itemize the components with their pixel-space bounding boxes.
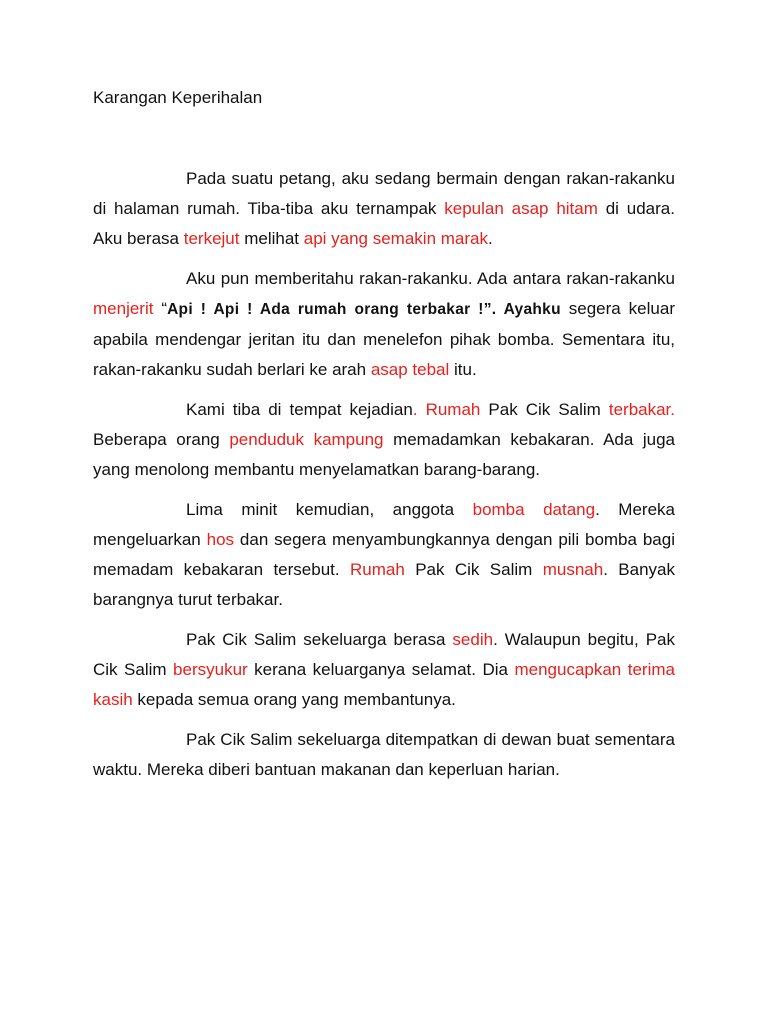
highlighted-phrase: hos — [206, 530, 235, 549]
essay-paragraph — [93, 164, 675, 254]
essay-paragraph — [93, 725, 675, 785]
highlighted-phrase: menjerit — [93, 299, 154, 318]
paragraph-text: Kami tiba di tempat kejadian — [186, 400, 413, 419]
paragraph-text: Lima minit kemudian, anggota — [186, 500, 473, 519]
paragraph-text: Pak Cik Salim — [480, 400, 609, 419]
paragraph-text: Pada suatu petang, aku sedang bermain dengan rakan-rakanku di halaman rumah. Tiba-tiba aku ternampak — [93, 169, 675, 218]
essay-paragraph — [93, 395, 675, 485]
paragraph-text: Pak Cik Salim — [404, 560, 543, 579]
highlighted-phrase: mengucapkan terima kasih — [93, 660, 675, 709]
essay-paragraph — [93, 264, 675, 385]
paragraph-text: di udara. Aku berasa — [93, 199, 675, 248]
paragraph-text: . Banyak barangnya turut terbakar. — [93, 560, 675, 609]
paragraph-text: memadamkan kebakaran. Ada juga yang menolong membantu menyelamatkan barang-barang. — [93, 430, 676, 479]
essay-paragraph — [93, 495, 675, 615]
paragraph-text: melihat — [239, 229, 304, 248]
highlighted-phrase: musnah — [542, 560, 604, 579]
paragraph-text: kepada semua orang yang membantunya. — [132, 690, 456, 709]
highlighted-phrase: bomba datang — [472, 500, 596, 519]
essay-paragraph — [93, 625, 675, 715]
paragraph-text: Aku pun memberitahu rakan-rakanku. Ada antara rakan-rakanku — [186, 269, 675, 288]
essay-body — [93, 164, 675, 795]
paragraph-text: segera keluar apabila mendengar jeritan itu dan menelefon pihak bomba. Sementara itu, rakan-rakanku sudah berlari ke arah — [93, 299, 675, 379]
quoted-speech: Api ! Api ! Ada rumah orang terbakar !”. Ayahku — [167, 301, 561, 318]
paragraph-text: . Mereka mengeluarkan — [93, 500, 675, 549]
paragraph-text: . Walaupun begitu, Pak Cik Salim — [93, 630, 675, 679]
paragraph-text: Beberapa orang — [93, 430, 230, 449]
document-title: Karangan Keperihalan — [93, 88, 263, 107]
highlighted-phrase: kepulan asap hitam — [444, 199, 598, 218]
paragraph-text: . — [488, 229, 493, 248]
highlighted-phrase: bersyukur — [173, 660, 248, 679]
highlighted-phrase: terbakar. — [608, 400, 676, 419]
paragraph-text: Pak Cik Salim sekeluarga ditempatkan di dewan buat sementara waktu. Mereka diberi bantuan makanan dan keperluan harian. — [93, 730, 675, 779]
highlighted-phrase: terkejut — [183, 229, 240, 248]
paragraph-text: itu. — [449, 360, 477, 379]
highlighted-phrase: Rumah — [350, 560, 405, 579]
highlighted-phrase: penduduk kampung — [229, 430, 384, 449]
highlighted-phrase: sedih — [452, 630, 494, 649]
paragraph-text: Pak Cik Salim sekeluarga berasa — [186, 630, 453, 649]
highlighted-phrase: api yang semakin marak — [303, 229, 488, 248]
highlighted-phrase: . Rumah — [412, 400, 481, 419]
paragraph-text: “ — [153, 299, 168, 318]
paragraph-text: dan segera menyambungkannya dengan pili bomba bagi memadam kebakaran tersebut. — [93, 530, 675, 579]
highlighted-phrase: asap tebal — [370, 360, 450, 379]
paragraph-text: kerana keluarganya selamat. Dia — [247, 660, 515, 679]
